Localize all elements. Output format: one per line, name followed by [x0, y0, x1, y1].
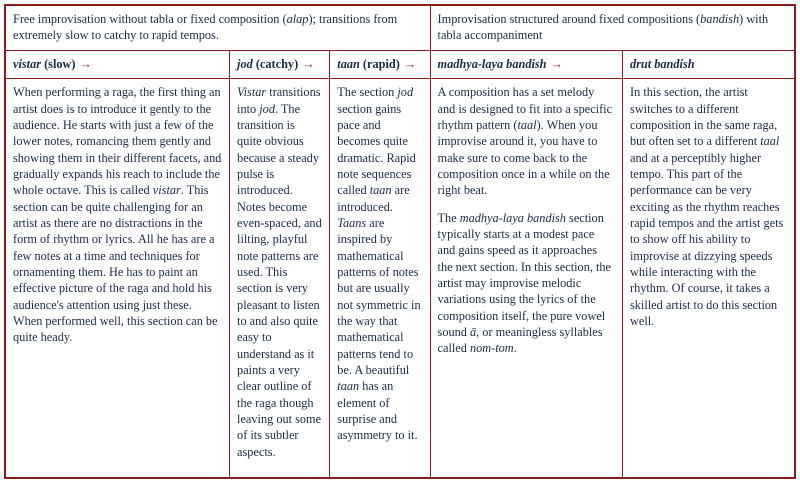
body-cell-vistar: When performing a raga, the first thing an artist does is to introduce it gently to the audience. He starts with just a few of the lower notes, romancing them gently and showing them in their different facets, and gradually expands his reach to include the whole octave. This is called vistar. This section can be quite challenging for an artist as there are no distractions in the form of rhythm or lyrics. All he has are a few notes at a time and techniques for ornamenting them. He has to paint an effective picture of the raga and hold his audience's attention using just these. When performed well, this section can be quite heady. [5, 79, 230, 478]
table-row-body [5, 79, 795, 478]
raga-structure-table [4, 4, 796, 479]
section-header-drut-bandish: drut bandish [623, 51, 796, 79]
section-header-madhya-laya-bandish: madhya-laya bandish → [430, 51, 622, 79]
group-header-bandish: Improvisation structured around fixed compositions (bandish) with tabla accompaniment [430, 5, 795, 51]
section-header-taan: taan (rapid) → [330, 51, 430, 79]
section-header-vistar: vistar (slow) → [5, 51, 230, 79]
group-header-alap: Free improvisation without tabla or fixed composition (alap); transitions from extremely slow to catchy to rapid tempos. [5, 5, 430, 51]
body-cell-drut-bandish: In this section, the artist switches to a different composition in the same raga, but often set to a different taal and at a perceptibly higher tempo. This part of the performance can be very exciting as the rhythm reaches rapid tempos and the artist gets to show off his ability to improvise at dizzying speeds while interacting with the rhythm. Of course, it takes a skilled artist to do this section well. [623, 79, 796, 478]
table-row-section-headers [5, 51, 795, 79]
body-cell-jod: Vistar transitions into jod. The transition is quite obvious because a steady pulse is introduced. Notes become even-spaced, and lilting, playful note patterns are used. This section is very pleasant to listen to and also quite easy to understand as it paints a very clear outline of the raga though leaving out some of its subtler aspects. [230, 79, 330, 478]
body-cell-taan: The section jod section gains pace and becomes quite dramatic. Rapid note sequences called taan are introduced. Taans are inspired by mathematical patterns of notes but are usually not symmetric in the way that mathematical patterns tend to be. A beautiful taan has an element of surprise and asymmetry to it. [330, 79, 430, 478]
table-row-group-headers [5, 5, 795, 51]
body-cell-madhya-laya-bandish: A composition has a set melody and is designed to fit into a specific rhythm pattern (taal). When you improvise around it, you have to make sure to come back to the composition once in a while on the right beat. The madhya-laya bandish section typically starts at a modest pace and gains speed as it approaches the next section. In this section, the artist may improvise melodic variations using the lyrics of the composition itself, the pure vowel sound ā, or meaningless syllables called nom-tom. [430, 79, 622, 478]
section-header-jod: jod (catchy) → [230, 51, 330, 79]
